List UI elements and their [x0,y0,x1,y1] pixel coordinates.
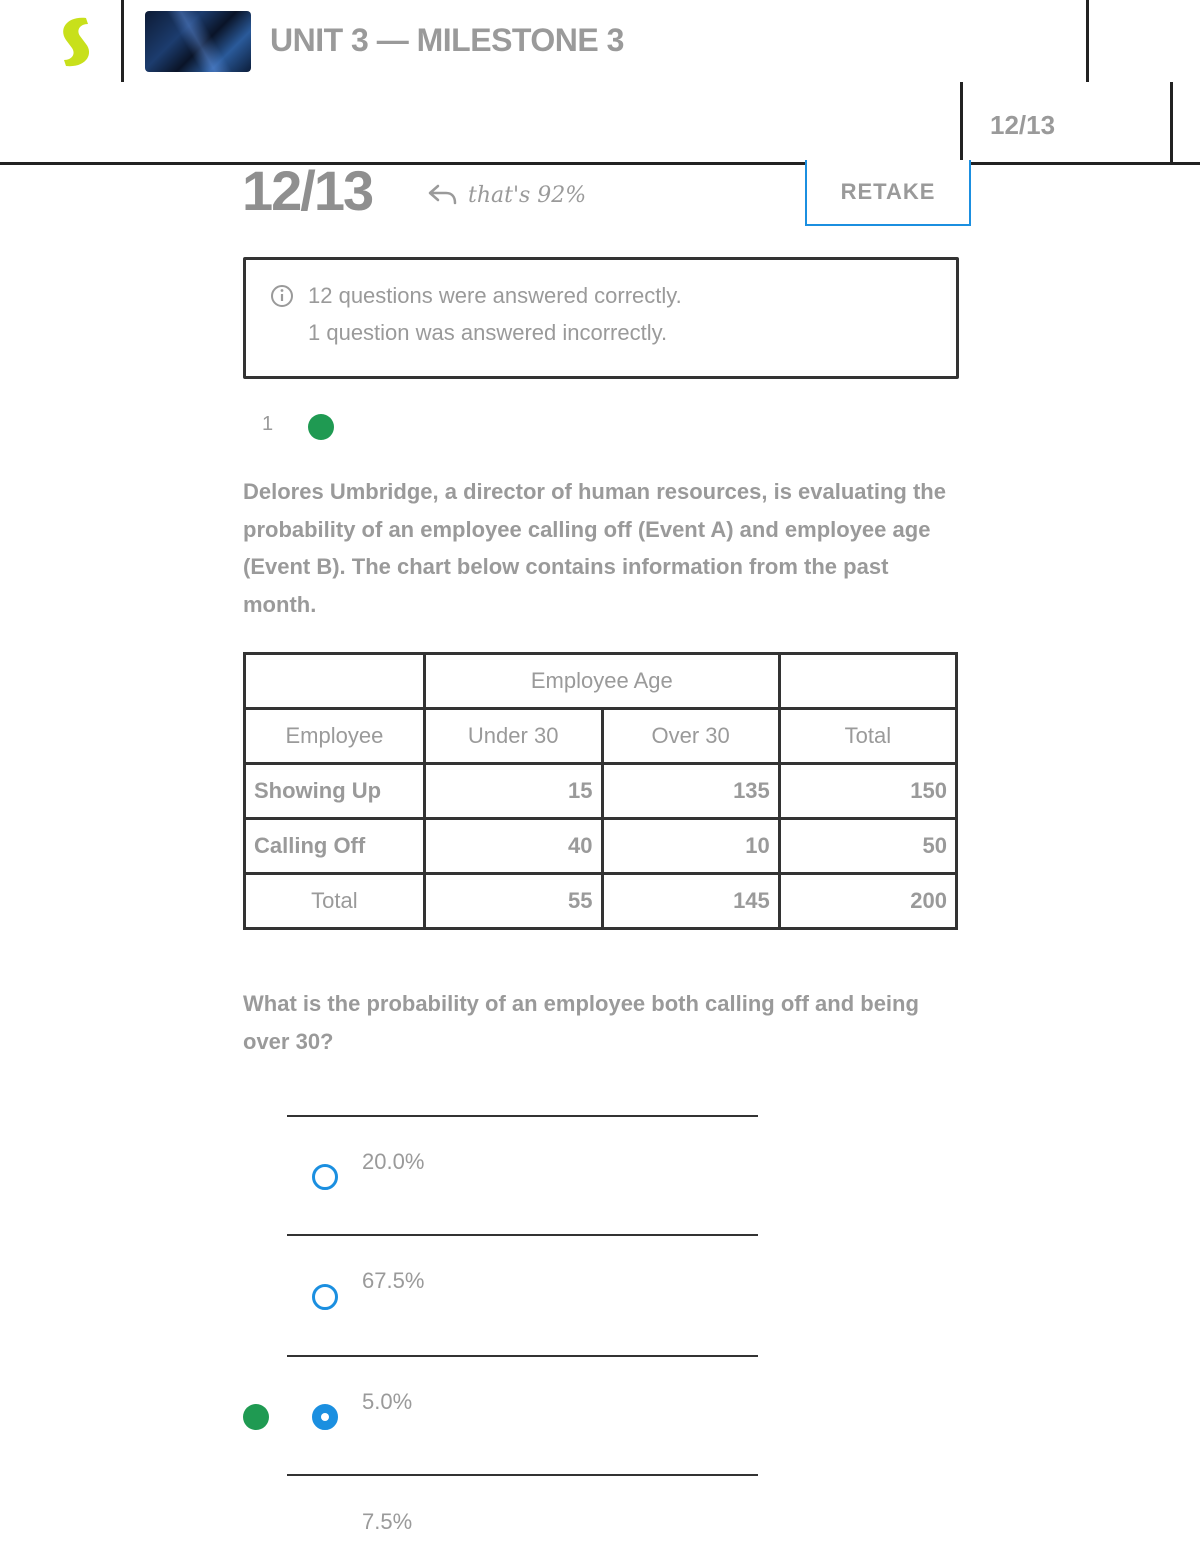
table-cell: 40 [424,819,602,874]
unit-title: UNIT 3 — MILESTONE 3 [270,22,624,58]
table-row-label: Calling Off [245,819,425,874]
table-group-header-row [245,654,957,709]
correct-answer-icon [243,1404,269,1430]
table-header: Under 30 [424,709,602,764]
retake-button[interactable]: RETAKE [805,160,971,226]
table-cell: 10 [602,819,779,874]
correct-status-icon [308,414,334,440]
question-number[interactable]: 1 [262,413,274,435]
table-group-header: Employee Age [424,654,779,709]
table-header: Employee [245,709,425,764]
table-header-row [245,709,957,764]
header-divider-right [1086,0,1089,82]
option-radio-1[interactable] [312,1164,338,1190]
contingency-table [243,652,958,930]
header-divider [121,0,124,82]
table-cell-empty [245,654,425,709]
table-row [245,819,957,874]
sophia-logo-icon[interactable] [52,14,100,70]
table-cell: 145 [602,874,779,929]
option-label-4[interactable]: 7.5% [362,1509,413,1534]
results-summary-box [243,257,959,379]
unit-thumbnail [145,11,251,72]
table-row-label: Total [245,874,425,929]
table-row-label: Showing Up [245,764,425,819]
reply-arrow-icon [426,182,458,208]
table-cell: 15 [424,764,602,819]
option-divider [287,1355,758,1357]
score-percent-note [426,182,586,208]
option-radio-2[interactable] [312,1284,338,1310]
option-divider [287,1234,758,1236]
option-label-2[interactable]: 67.5% [362,1268,425,1293]
option-label-3[interactable]: 5.0% [362,1389,413,1414]
score-panel-divider-left [960,82,963,164]
table-header: Total [779,709,956,764]
table-cell: 200 [779,874,956,929]
table-cell: 135 [602,764,779,819]
table-cell: 55 [424,874,602,929]
table-cell-empty [779,654,956,709]
score-panel-divider-right [1170,82,1173,164]
option-label-1[interactable]: 20.0% [362,1149,425,1174]
option-radio-3-selected[interactable] [312,1404,338,1430]
summary-incorrect: 1 question was answered incorrectly. [308,320,668,345]
summary-correct: 12 questions were answered correctly. [308,283,682,308]
table-cell: 150 [779,764,956,819]
header-bottom-border [0,162,1200,165]
quiz-score: 12/13 [242,159,373,222]
header-score: 12/13 [990,110,1056,140]
question-text: Delores Umbridge, a director of human resources, is evaluating the probability of an employee calling off (Event A) and employee age (Event B). The chart below contains information from the past month. [243,479,946,617]
question-prompt: What is the probability of an employee both calling off and being over 30? [243,991,919,1054]
info-icon [270,284,294,308]
table-row [245,764,957,819]
option-divider [287,1115,758,1117]
score-percent-text: that's 92% [468,182,587,208]
table-cell: 50 [779,819,956,874]
table-header: Over 30 [602,709,779,764]
table-row [245,874,957,929]
option-divider [287,1474,758,1476]
